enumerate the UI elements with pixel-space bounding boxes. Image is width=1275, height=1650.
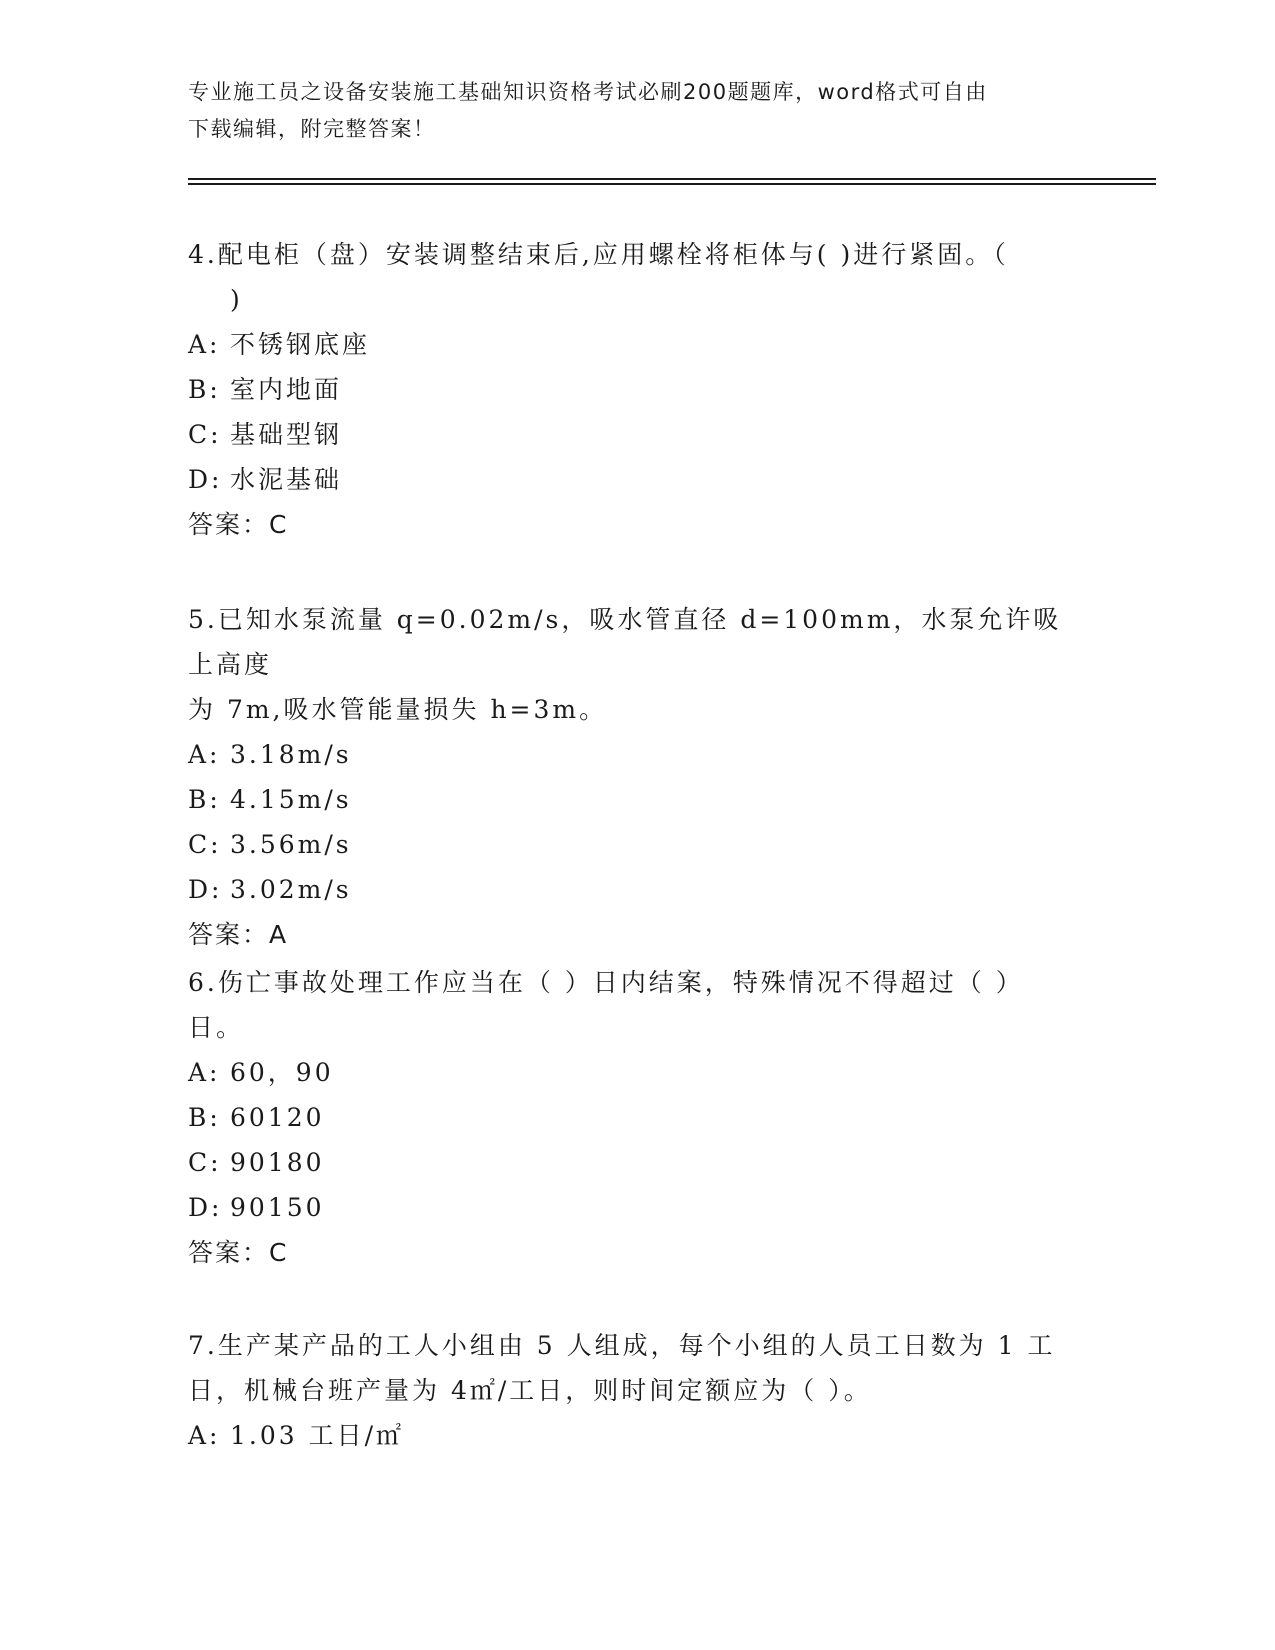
- answer: 答案：C: [188, 1238, 289, 1267]
- question-stem-line-2: 日。: [188, 1013, 245, 1042]
- option-label: C:: [188, 830, 222, 859]
- option-text: 不锈钢底座: [230, 330, 371, 359]
- option-label: A:: [188, 740, 221, 769]
- question-stem-line-2: 为 7m,吸水管能量损失 h=3m。: [188, 695, 608, 724]
- header-line-1: 专业施工员之设备安装施工基础知识资格考试必刷200题题库，word格式可自由: [188, 80, 988, 104]
- question-4: [188, 232, 1078, 548]
- option-b: [188, 1095, 1078, 1140]
- option-b: [188, 367, 1078, 412]
- question-stem-line-1: 6.伤亡事故处理工作应当在（ ）日内结案，特殊情况不得超过（ ）: [188, 968, 1024, 997]
- header-divider-top: [188, 178, 1156, 180]
- option-text: 3.18m/s: [230, 740, 352, 769]
- option-d: [188, 457, 1078, 502]
- option-label: D:: [188, 1193, 223, 1222]
- option-label: C:: [188, 1148, 222, 1177]
- answer: 答案：C: [188, 510, 289, 539]
- question-stem: [188, 232, 1078, 322]
- question-stem-line-1: 4.配电柜（盘）安装调整结束后,应用螺栓将柜体与( )进行紧固。（: [188, 240, 1009, 269]
- option-b: [188, 777, 1078, 822]
- option-label: D:: [188, 875, 223, 904]
- option-a: [188, 1413, 1078, 1458]
- option-text: 3.56m/s: [230, 830, 352, 859]
- option-text: 90180: [230, 1148, 325, 1177]
- option-a: [188, 322, 1078, 367]
- option-label: A:: [188, 330, 221, 359]
- option-label: B:: [188, 785, 221, 814]
- option-text: 90150: [230, 1193, 325, 1222]
- option-label: A:: [188, 1058, 221, 1087]
- question-stem: [188, 597, 1078, 732]
- option-label: A:: [188, 1421, 221, 1450]
- option-d: [188, 867, 1078, 912]
- option-text: 1.03 工日/㎡: [230, 1421, 405, 1450]
- option-label: B:: [188, 375, 221, 404]
- option-label: D:: [188, 465, 223, 494]
- option-d: [188, 1185, 1078, 1230]
- question-stem: [188, 960, 1078, 1050]
- option-text: 4.15m/s: [230, 785, 352, 814]
- question-stem-line-2: 日，机械台班产量为 4㎡/工日，则时间定额应为（ ）。: [188, 1376, 872, 1405]
- option-text: 基础型钢: [230, 420, 343, 449]
- option-label: B:: [188, 1103, 221, 1132]
- question-6: [188, 960, 1078, 1276]
- header-divider-bottom: [188, 183, 1156, 185]
- answer: 答案：A: [188, 920, 289, 949]
- option-text: 3.02m/s: [230, 875, 352, 904]
- header-line-2: 下载编辑，附完整答案！: [188, 117, 436, 141]
- question-7: [188, 1323, 1078, 1458]
- question-5: [188, 597, 1078, 958]
- option-c: [188, 822, 1078, 867]
- option-a: [188, 732, 1078, 777]
- question-stem-line-1: 7.生产某产品的工人小组由 5 人组成，每个小组的人员工日数为 1 工: [188, 1331, 1056, 1360]
- option-c: [188, 1140, 1078, 1185]
- option-text: 60120: [230, 1103, 325, 1132]
- question-stem-line-1: 5.已知水泵流量 q=0.02m/s，吸水管直径 d=100mm，水泵允许吸上高度: [188, 605, 1062, 679]
- option-text: 室内地面: [230, 375, 343, 404]
- question-stem-line-2: ): [230, 285, 243, 314]
- option-label: C:: [188, 420, 222, 449]
- question-stem: [188, 1323, 1078, 1413]
- option-text: 水泥基础: [230, 465, 343, 494]
- option-text: 60，90: [230, 1058, 334, 1087]
- option-a: [188, 1050, 1078, 1095]
- option-c: [188, 412, 1078, 457]
- document-header: [188, 74, 1088, 148]
